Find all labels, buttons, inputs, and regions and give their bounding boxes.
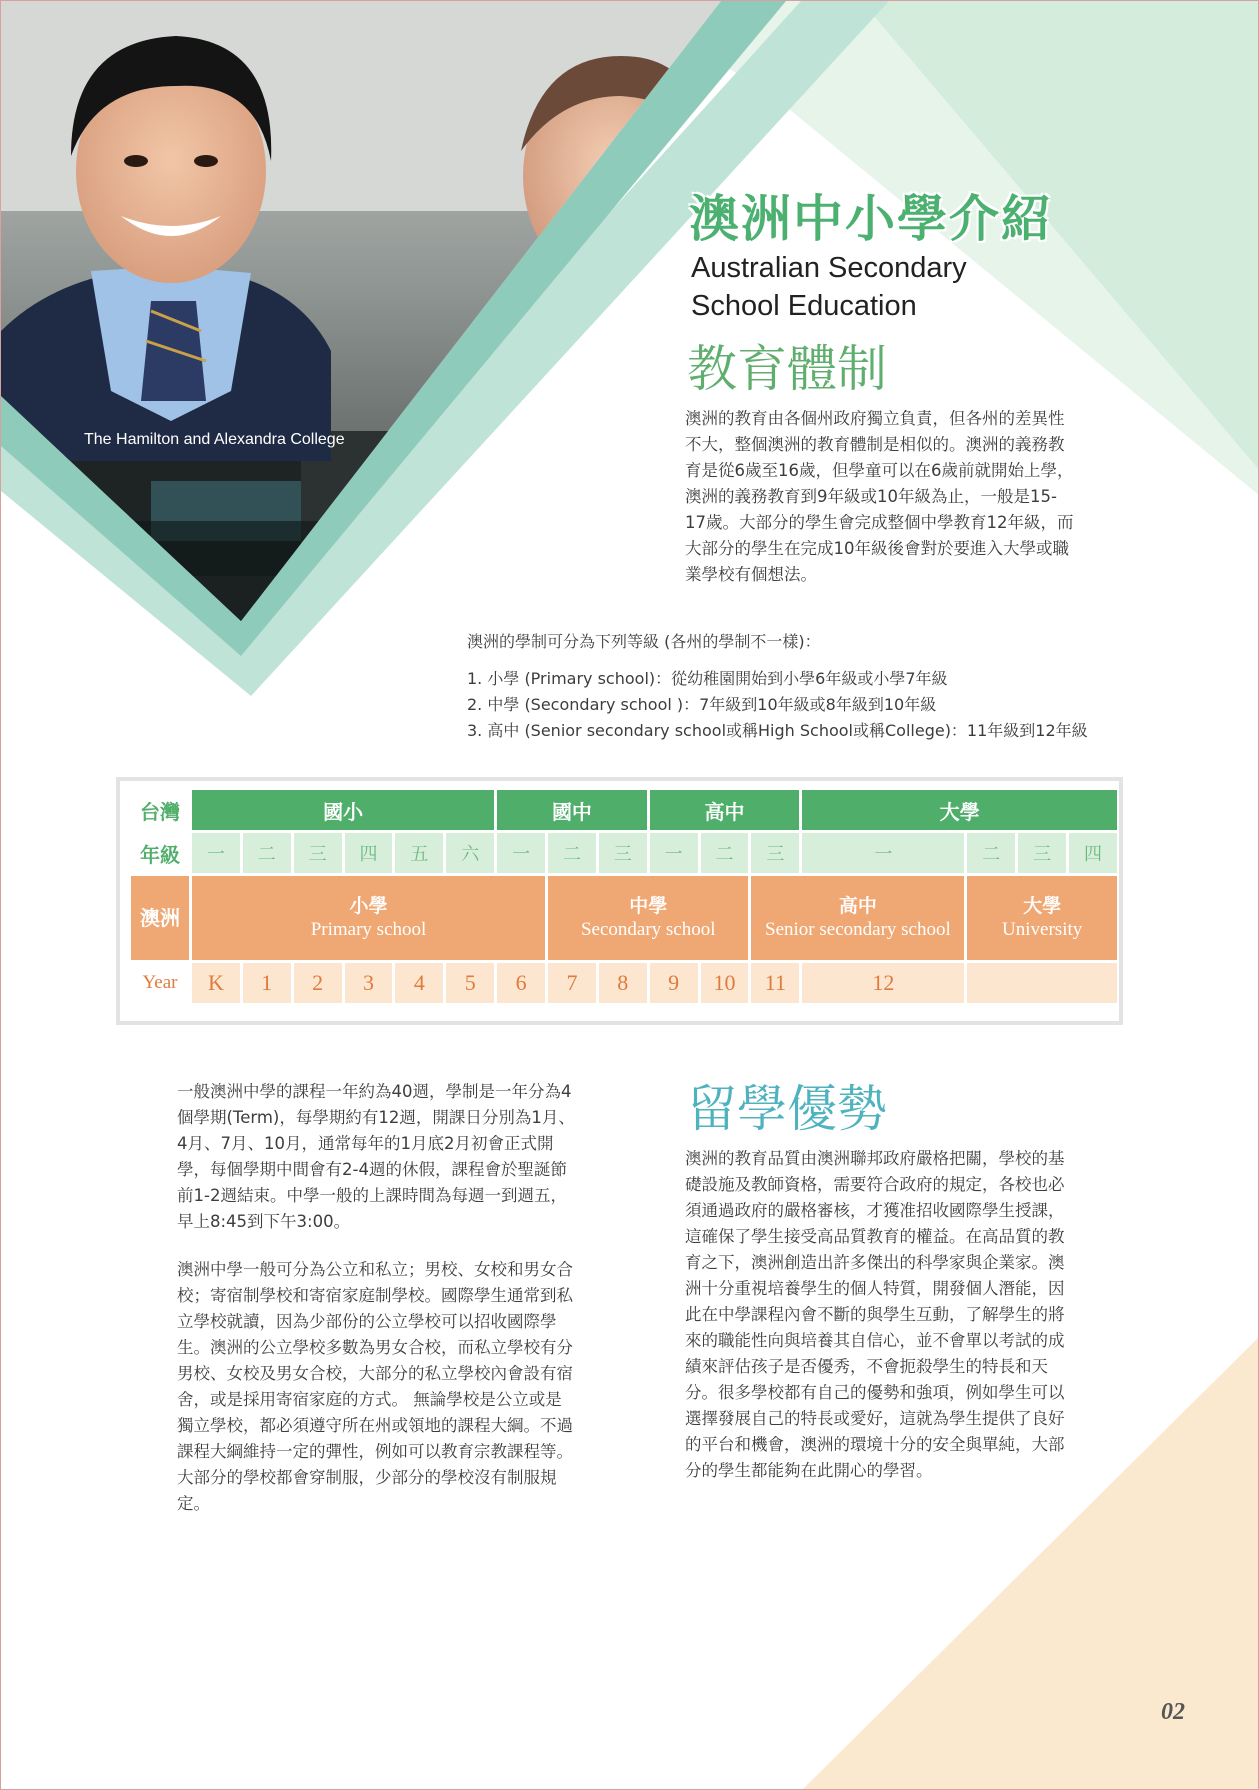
level-item: 3. 高中 (Senior secondary school或稱High School或稱College)：11年級到12年級	[467, 721, 1088, 740]
grade-cell: 二	[701, 833, 749, 873]
year-cell: 9	[650, 963, 698, 1003]
year-cell: 8	[599, 963, 647, 1003]
grade-cell: 四	[345, 833, 393, 873]
grade-cell: 三	[599, 833, 647, 873]
taiwan-stage-cell: 大學	[802, 790, 1117, 830]
subtitle-line-2: School Education	[691, 290, 917, 322]
year-row	[131, 963, 1117, 1003]
australia-stage-cell	[192, 876, 545, 960]
grade-cell: 一	[650, 833, 698, 873]
stage-name-zh: 大學	[1023, 895, 1062, 917]
grade-cell: 四	[1069, 833, 1117, 873]
grade-cell: 六	[446, 833, 494, 873]
year-cell: 6	[497, 963, 545, 1003]
grade-cell: 一	[192, 833, 240, 873]
page-subtitle-en	[691, 249, 967, 325]
year-cell: 10	[701, 963, 749, 1003]
stage-name-zh: 中學	[629, 895, 668, 917]
grade-cell: 一	[802, 833, 964, 873]
grade-table	[128, 787, 1120, 1006]
school-term-paragraph: 一般澳洲中學的課程一年約為40週，學制是一年分為4個學期(Term)，每學期約有12週，開課日分別為1月、4月、7月、10月，通常每年的1月底2月初會正式開學，每個學期中間會有2-4週的休假，課程會於聖誕節前1-2週結束。中學一般的上課時間為每週一到週五，早上8:45到下午3:00。	[177, 1082, 575, 1231]
heading-education-system: 教育體制	[687, 340, 887, 398]
education-system-text	[685, 406, 1077, 610]
grade-cell: 一	[497, 833, 545, 873]
left-column-text	[177, 1079, 575, 1539]
grade-row	[131, 833, 1117, 873]
heading-study-advantages: 留學優勢	[687, 1080, 887, 1138]
year-label: Year	[131, 963, 189, 1003]
subtitle-line-1: Australian Secondary	[691, 252, 967, 284]
level-item: 2. 中學 (Secondary school )：7年級到10年級或8年級到10年級	[467, 695, 937, 714]
year-cell: 2	[294, 963, 342, 1003]
year-cell: K	[192, 963, 240, 1003]
taiwan-stage-cell: 國中	[497, 790, 647, 830]
advantages-paragraph: 澳洲的教育品質由澳洲聯邦政府嚴格把關，學校的基礎設施及教師資格，需要符合政府的規定，各校也必須通過政府的嚴格審核，才獲准招收國際學生授課，這確保了學生接受高品質教育的權益。在高品質的教育之下，澳洲創造出許多傑出的科學家與企業家。澳洲十分重視培養學生的個人特質，開發個人潛能，因此在中學課程內會不斷的與學生互動，了解學生的將來的職能性向與培養其自信心，並不會單以考試的成績來評估孩子是否優秀，不會扼殺學生的特長和天分。很多學校都有自己的優勢和強項，例如學生可以選擇發展自己的特長或愛好，這就為學生提供了良好的平台和機會，澳洲的環境十分的安全與單純，大部分的學生都能夠在此開心的學習。	[685, 1149, 1065, 1480]
year-cell: 4	[395, 963, 443, 1003]
stage-name-en: University	[1002, 919, 1083, 940]
levels-list	[467, 666, 1107, 744]
grade-cell: 二	[548, 833, 596, 873]
grade-cell: 三	[751, 833, 799, 873]
page-title: 澳洲中小學介紹	[689, 190, 1053, 248]
stage-name-zh: 高中	[838, 895, 877, 917]
stage-name-en: Senior secondary school	[765, 919, 951, 940]
photo-caption: The Hamilton and Alexandra College	[84, 431, 345, 448]
grade-comparison-table	[116, 777, 1123, 1025]
year-cell: 3	[345, 963, 393, 1003]
year-cell: 1	[243, 963, 291, 1003]
australia-label: 澳洲	[131, 876, 189, 960]
taiwan-stage-cell: 國小	[192, 790, 494, 830]
education-system-paragraph: 澳洲的教育由各個州政府獨立負責，但各州的差異性不大，整個澳洲的教育體制是相似的。澳洲的義務教育是從6歲至16歲，但學童可以在6歲前就開始上學，澳洲的義務教育到9年級或10年級為止，一般是15-17歲。大部分的學生會完成整個中學教育12年級，而大部分的學生在完成10年級後會對於要進入大學或職業學校有個想法。	[685, 409, 1074, 584]
grade-cell: 三	[1018, 833, 1066, 873]
year-cell: 7	[548, 963, 596, 1003]
taiwan-label: 台灣	[131, 790, 189, 830]
school-types-paragraph: 澳洲中學一般可分為公立和私立；男校、女校和男女合校；寄宿制學校和寄宿家庭制學校。國際學生通常到私立學校就讀，因為少部份的公立學校可以招收國際學生。澳洲的公立學校多數為男女合校，而私立學校有分男校、女校及男女合校，大部分的私立學校內會設有宿舍，或是採用寄宿家庭的方式。 無論學校是公立或是獨立學校，都必須遵守所在州或領地的課程大綱。不過課程大綱維持一定的彈性，例如可以教育宗教課程等。大部分的學校都會穿制服，少部分的學校沒有制服規定。	[177, 1260, 573, 1513]
year-cell: 12	[802, 963, 964, 1003]
australia-stage-cell	[548, 876, 748, 960]
stage-name-zh: 小學	[349, 895, 388, 917]
grade-label: 年級	[131, 833, 189, 873]
australia-stage-row	[131, 876, 1117, 960]
australia-stage-cell	[751, 876, 964, 960]
taiwan-stage-cell: 高中	[650, 790, 800, 830]
grade-cell: 二	[243, 833, 291, 873]
school-levels	[467, 629, 1107, 744]
page-number: 02	[1161, 1699, 1185, 1725]
levels-intro: 澳洲的學制可分為下列等級 (各州的學制不一樣)：	[467, 632, 821, 651]
australia-stage-cell	[967, 876, 1117, 960]
advantages-text	[685, 1146, 1077, 1506]
stage-name-en: Primary school	[310, 919, 427, 940]
stage-name-en: Secondary school	[580, 919, 716, 940]
grade-cell: 二	[967, 833, 1015, 873]
year-cell	[967, 963, 1117, 1003]
year-cell: 11	[751, 963, 799, 1003]
year-cell: 5	[446, 963, 494, 1003]
level-item: 1. 小學 (Primary school)：從幼稚園開始到小學6年級或小學7年級	[467, 669, 948, 688]
grade-cell: 五	[395, 833, 443, 873]
taiwan-stage-row	[131, 790, 1117, 830]
grade-cell: 三	[294, 833, 342, 873]
